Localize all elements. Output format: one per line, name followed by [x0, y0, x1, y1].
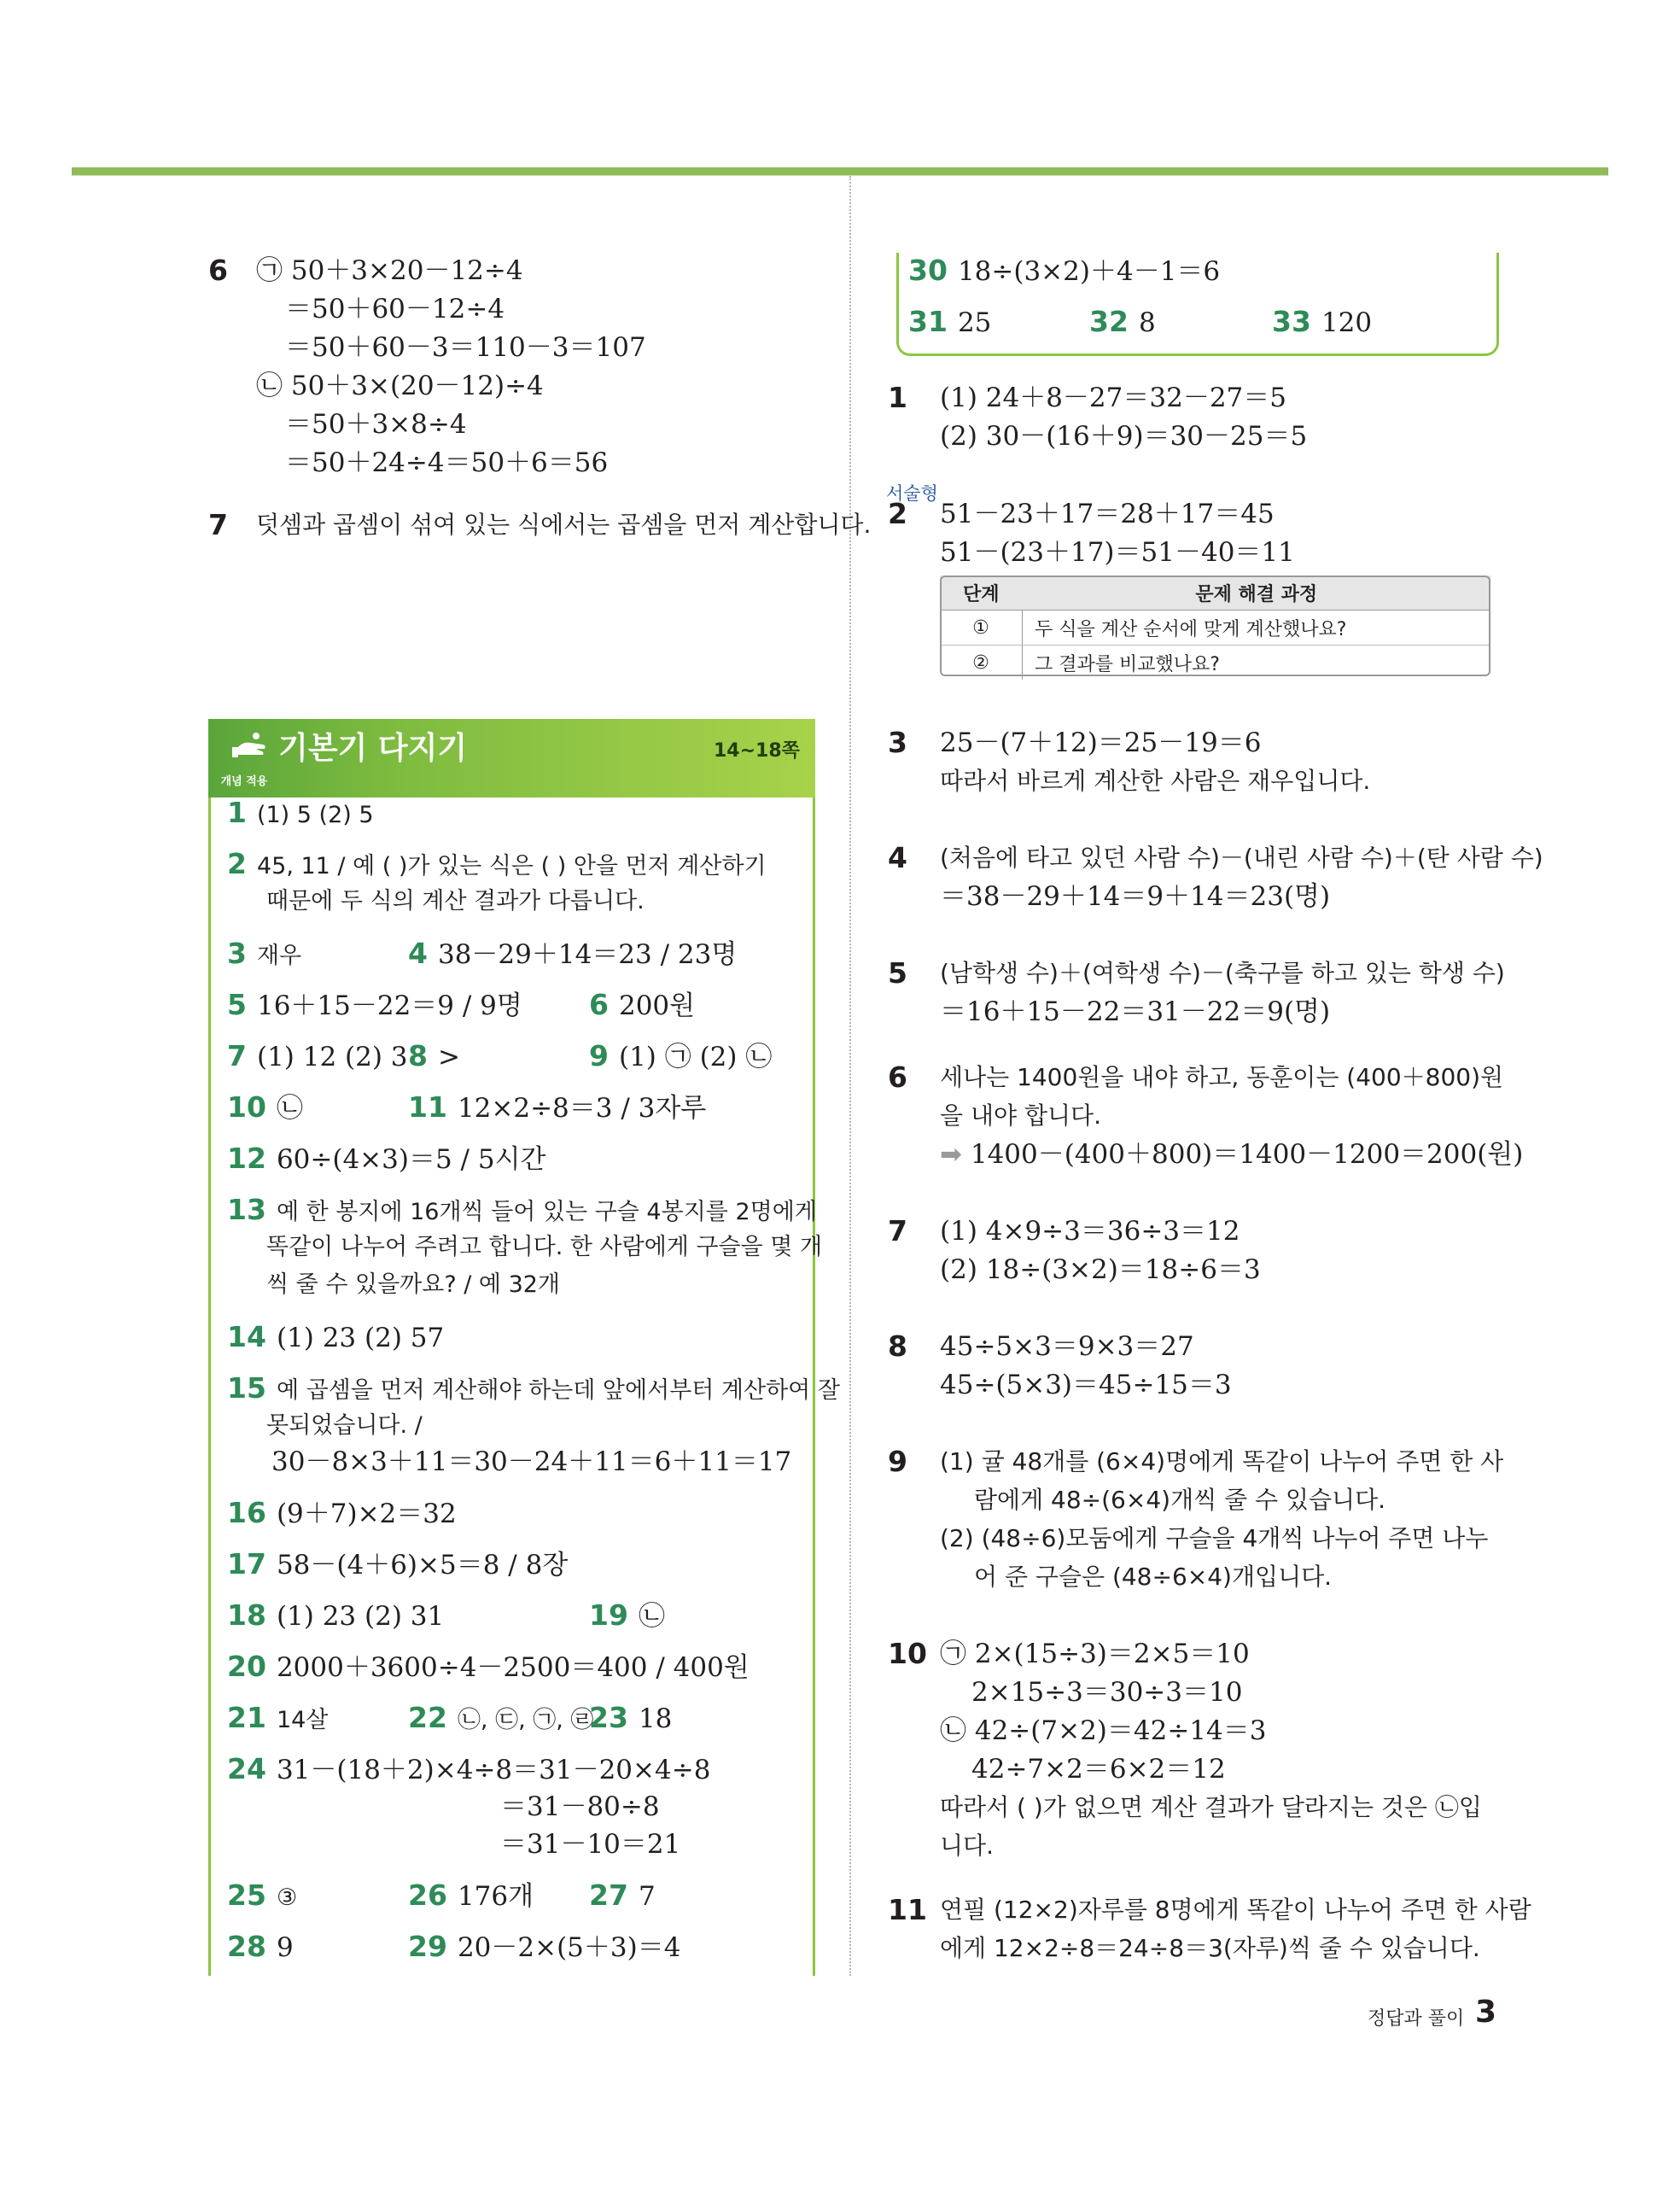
answer-row: 31 25 — [908, 305, 992, 338]
answer-row: 1 (1) 5 (2) 5 — [227, 796, 374, 829]
answer-row: 25 ③ — [227, 1878, 298, 1912]
right-q1-number: 1 — [888, 381, 907, 414]
right-q2-line: 51－(23＋17)＝51－40＝11 — [940, 537, 1295, 568]
right-q8-line: 45÷5×3＝9×3＝27 — [940, 1331, 1194, 1362]
answer-row: 8 > — [408, 1039, 460, 1072]
left-q6-line: ＝50＋3×8÷4 — [285, 409, 467, 440]
right-q10-number: 10 — [888, 1637, 927, 1670]
answer-row: 5 16＋15－22＝9 / 9명 — [227, 988, 522, 1021]
right-q6-number: 6 — [888, 1060, 907, 1094]
right-q10-line: 따라서 ( )가 없으면 계산 결과가 달라지는 것은 ㉡입 — [940, 1793, 1482, 1821]
box-title: 기본기 다지기 — [278, 731, 468, 766]
right-q9-line: (1) 귤 48개를 (6×4)명에게 똑같이 나누어 주면 한 사 — [940, 1447, 1504, 1475]
right-q4-line: ＝38－29＋14＝9＋14＝23(명) — [940, 881, 1331, 912]
left-q6-line: ＝50＋24÷4＝50＋6＝56 — [285, 447, 609, 478]
right-q3-line: 따라서 바르게 계산한 사람은 재우입니다. — [940, 767, 1371, 795]
answer-row: 21 14살 — [227, 1701, 329, 1734]
table-cell-step: ② — [940, 646, 1023, 681]
right-q5-number: 5 — [888, 956, 907, 990]
left-q7-number: 7 — [208, 508, 228, 541]
right-q10-line: 니다. — [940, 1832, 994, 1860]
right-q9-line: 람에게 48÷(6×4)개씩 줄 수 있습니다. — [974, 1486, 1386, 1514]
right-q5-line: (남학생 수)＋(여학생 수)－(축구를 하고 있는 학생 수) — [940, 959, 1505, 987]
header-rule — [72, 167, 1608, 175]
right-q11-line: 연필 (12×2)자루를 8명에게 똑같이 나누어 주면 한 사람 — [940, 1896, 1531, 1924]
answer-row-cont: 씩 줄 수 있을까요? / 예 32개 — [266, 1271, 561, 1298]
right-q7-number: 7 — [888, 1214, 907, 1247]
answer-row: 24 31－(18＋2)×4÷8＝31－20×4÷8 — [227, 1752, 711, 1785]
answer-row: 10 ㉡ — [227, 1090, 303, 1124]
right-q7-line: (1) 4×9÷3＝36÷3＝12 — [940, 1216, 1240, 1247]
answer-row: 30 18÷(3×2)＋4－1＝6 — [908, 254, 1221, 287]
answer-row: 6 200원 — [589, 988, 696, 1021]
answer-row: 29 20－2×(5＋3)＝4 — [408, 1930, 681, 1963]
right-q7-line: (2) 18÷(3×2)＝18÷6＝3 — [940, 1254, 1261, 1285]
table-head-step: 단계 — [940, 576, 1023, 611]
answer-row: 3 재우 — [227, 937, 302, 970]
right-q2-number: 2 — [888, 497, 907, 530]
column-divider — [849, 176, 851, 1976]
arrow-right-icon: ➡ — [940, 1139, 962, 1170]
box-pages: 14~18쪽 — [714, 740, 800, 762]
essay-label: 서술형 — [886, 483, 938, 504]
answer-row: 20 2000＋3600÷4－2500＝400 / 400원 — [227, 1650, 750, 1683]
table-cell-text: 그 결과를 비교했나요? — [1035, 653, 1220, 675]
answer-row: 13 예 한 봉지에 16개씩 들어 있는 구슬 4봉지를 2명에게 — [227, 1193, 817, 1226]
answer-row-cont: ＝31－80÷8 — [500, 1791, 660, 1822]
left-q6-line: ＝50＋60－12÷4 — [285, 294, 505, 324]
answer-row: 15 예 곱셈을 먼저 계산해야 하는데 앞에서부터 계산하여 잘 — [227, 1371, 840, 1405]
answer-row: 33 120 — [1272, 305, 1373, 338]
footer-label: 정답과 풀이 — [1368, 2008, 1465, 2030]
left-q6-line: ㉠ 50＋3×20－12÷4 — [256, 255, 523, 286]
answer-row: 4 38－29＋14＝23 / 23명 — [408, 937, 738, 970]
answer-row: 16 (9＋7)×2＝32 — [227, 1496, 457, 1529]
answer-row-cont: 똑같이 나누어 주려고 합니다. 한 사람에게 구슬을 몇 개 — [266, 1234, 823, 1260]
right-q10-line: ㉠ 2×(15÷3)＝2×5＝10 — [940, 1639, 1250, 1669]
right-q1-line: (1) 24＋8－27＝32－27＝5 — [940, 383, 1286, 413]
right-q4-number: 4 — [888, 841, 907, 874]
answer-row: 27 7 — [589, 1878, 656, 1912]
right-q10-line: 2×15÷3＝30÷3＝10 — [971, 1677, 1243, 1708]
answer-row: 22 ㉡, ㉢, ㉠, ㉣ — [408, 1701, 594, 1734]
right-q2-line: 51－23＋17＝28＋17＝45 — [940, 499, 1275, 529]
left-q7-text: 덧셈과 곱셈이 섞여 있는 식에서는 곱셈을 먼저 계산합니다. — [256, 511, 872, 539]
right-q8-number: 8 — [888, 1329, 907, 1363]
table-head-process: 문제 해결 과정 — [1023, 576, 1491, 611]
answer-row-cont: 30－8×3＋11＝30－24＋11＝6＋11＝17 — [271, 1446, 792, 1477]
answer-row: 28 9 — [227, 1930, 294, 1963]
answer-row: 19 ㉡ — [589, 1598, 665, 1632]
answer-row: 18 (1) 23 (2) 31 — [227, 1598, 445, 1632]
answer-row-cont: 못되었습니다. / — [266, 1412, 423, 1439]
left-q6-number: 6 — [208, 254, 228, 287]
concept-label: 개념 적용 — [220, 775, 268, 788]
answer-row: 23 18 — [589, 1701, 673, 1734]
right-q9-line: 어 준 구슬은 (48÷6×4)개입니다. — [974, 1563, 1333, 1591]
right-q10-line: ㉡ 42÷(7×2)＝42÷14＝3 — [940, 1715, 1267, 1746]
right-q9-line: (2) (48÷6)모둠에게 구슬을 4개씩 나누어 주면 나누 — [940, 1524, 1489, 1552]
page-number: 3 — [1475, 1995, 1497, 2030]
answer-row: 26 176개 — [408, 1878, 534, 1912]
table-cell-text: 두 식을 계산 순서에 맞게 계산했나요? — [1023, 611, 1491, 646]
answer-row-cont: 때문에 두 식의 계산 결과가 다릅니다. — [266, 888, 645, 914]
right-q3-line: 25－(7＋12)＝25－19＝6 — [940, 727, 1262, 758]
right-q5-line: ＝16＋15－22＝31－22＝9(명) — [940, 996, 1331, 1027]
answer-row-cont: ＝31－10＝21 — [500, 1829, 681, 1860]
scoring-table-frame — [940, 576, 1490, 676]
header-rule-light — [72, 175, 1608, 176]
right-q9-number: 9 — [888, 1445, 907, 1478]
right-q1-line: (2) 30－(16＋9)＝30－25＝5 — [940, 421, 1308, 452]
right-q3-number: 3 — [888, 726, 907, 759]
right-q8-line: 45÷(5×3)＝45÷15＝3 — [940, 1370, 1232, 1400]
right-q6-line: 세나는 1400원을 내야 하고, 동훈이는 (400＋800)원 — [940, 1063, 1504, 1091]
left-q6-line: ㉡ 50＋3×(20－12)÷4 — [256, 371, 544, 401]
right-q11-line: 에게 12×2÷8＝24÷8＝3(자루)씩 줄 수 있습니다. — [940, 1934, 1480, 1962]
answer-row: 11 12×2÷8＝3 / 3자루 — [408, 1090, 707, 1124]
answer-row: 12 60÷(4×3)＝5 / 5시간 — [227, 1142, 546, 1175]
right-q4-line: (처음에 타고 있던 사람 수)－(내린 사람 수)＋(탄 사람 수) — [940, 844, 1543, 872]
answer-row: 32 8 — [1089, 305, 1156, 338]
right-q11-number: 11 — [888, 1893, 927, 1926]
answer-row: 7 (1) 12 (2) 3 — [227, 1039, 408, 1072]
right-q6-line: 을 내야 합니다. — [940, 1101, 1101, 1130]
answer-row: 14 (1) 23 (2) 57 — [227, 1320, 445, 1353]
left-q6-line: ＝50＋60－3＝110－3＝107 — [285, 332, 646, 363]
right-q6-line: ➡ 1400－(400＋800)＝1400－1200＝200(원) — [940, 1139, 1524, 1170]
answer-row: 17 58－(4＋6)×5＝8 / 8장 — [227, 1547, 569, 1580]
table-cell-step: ① — [940, 611, 1023, 646]
answer-row: 2 45, 11 / 예 ( )가 있는 식은 ( ) 안을 먼저 계산하기 — [227, 847, 767, 880]
answer-row: 9 (1) ㉠ (2) ㉡ — [589, 1039, 773, 1072]
right-q10-line: 42÷7×2＝6×2＝12 — [971, 1754, 1226, 1785]
